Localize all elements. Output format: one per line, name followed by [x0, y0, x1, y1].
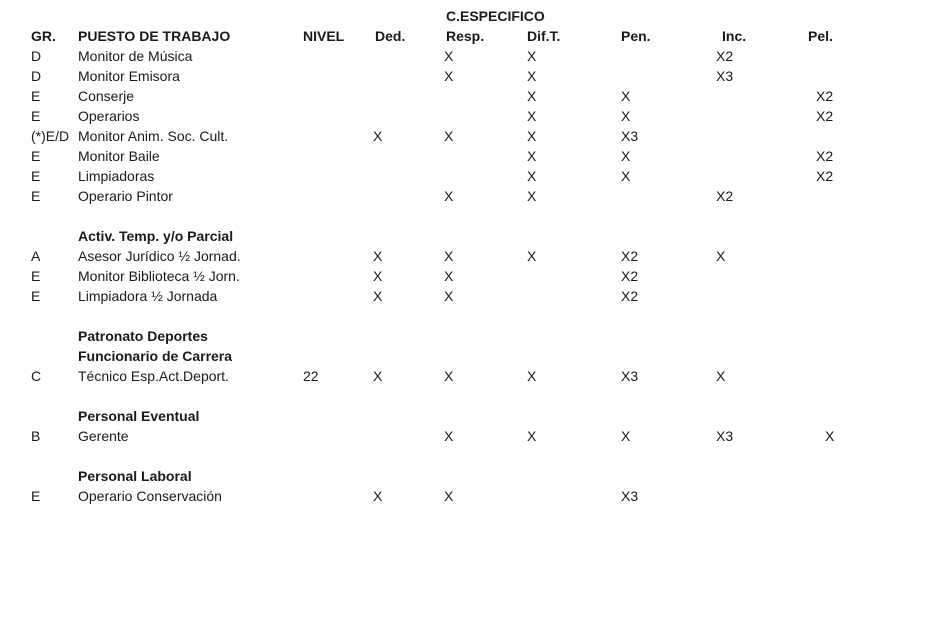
cell-puesto: Técnico Esp.Act.Deport. [78, 368, 229, 384]
cell-dift: X [527, 368, 537, 384]
cell-gr: E [31, 488, 41, 504]
cell-pen: X [621, 88, 631, 104]
cell-ded: X [373, 248, 383, 264]
cell-resp: X [444, 288, 454, 304]
cell-puesto: Asesor Jurídico ½ Jornad. [78, 248, 241, 264]
section-heading-label: Personal Laboral [78, 468, 192, 484]
cell-gr: C [31, 368, 42, 384]
cell-pen: X [621, 428, 631, 444]
cell-inc: X3 [716, 428, 734, 444]
cell-pel: X2 [816, 168, 834, 184]
super-header: C.ESPECIFICO [446, 8, 545, 24]
cell-resp: X [444, 248, 454, 264]
header-resp: Resp. [446, 28, 485, 44]
header-dift: Dif.T. [527, 28, 561, 44]
cell-resp: X [444, 488, 454, 504]
cell-pel: X2 [816, 148, 834, 164]
cell-gr: A [31, 248, 41, 264]
section-heading-label: Patronato Deportes [78, 328, 208, 344]
cell-ded: X [373, 368, 383, 384]
section-heading-label: Funcionario de Carrera [78, 348, 233, 364]
cell-inc: X2 [716, 48, 734, 64]
section-heading-label: Personal Eventual [78, 408, 200, 424]
cell-puesto: Monitor de Música [78, 48, 193, 64]
section-heading-label: Activ. Temp. y/o Parcial [78, 228, 234, 244]
cell-dift: X [527, 428, 537, 444]
cell-resp: X [444, 48, 454, 64]
cell-dift: X [527, 148, 537, 164]
cell-dift: X [527, 108, 537, 124]
cell-puesto: Limpiadora ½ Jornada [78, 288, 218, 304]
cell-gr: E [31, 88, 41, 104]
cell-ded: X [373, 488, 383, 504]
cell-resp: X [444, 188, 454, 204]
cell-gr: E [31, 168, 41, 184]
cell-puesto: Limpiadoras [78, 168, 155, 184]
cell-puesto: Monitor Biblioteca ½ Jorn. [78, 268, 240, 284]
cell-resp: X [444, 368, 454, 384]
cell-resp: X [444, 68, 454, 84]
cell-inc: X3 [716, 68, 734, 84]
header-gr: GR. [31, 28, 56, 44]
cell-inc: X2 [716, 188, 734, 204]
cell-pel: X [825, 428, 835, 444]
cell-puesto: Monitor Anim. Soc. Cult. [78, 128, 229, 144]
header-nivel: NIVEL [303, 28, 345, 44]
cell-gr: E [31, 268, 41, 284]
cell-ded: X [373, 128, 383, 144]
cell-puesto: Gerente [78, 428, 129, 444]
cell-ded: X [373, 268, 383, 284]
cell-nivel: 22 [303, 368, 319, 384]
cell-puesto: Monitor Baile [78, 148, 160, 164]
cell-pen: X2 [621, 248, 639, 264]
cell-pen: X2 [621, 268, 639, 284]
cell-puesto: Monitor Emisora [78, 68, 180, 84]
cell-pen: X3 [621, 488, 639, 504]
cell-pen: X [621, 108, 631, 124]
cell-puesto: Operarios [78, 108, 140, 124]
cell-dift: X [527, 68, 537, 84]
cell-dift: X [527, 168, 537, 184]
header-puesto: PUESTO DE TRABAJO [78, 28, 231, 44]
cell-dift: X [527, 48, 537, 64]
cell-pel: X2 [816, 108, 834, 124]
header-inc: Inc. [722, 28, 747, 44]
cell-dift: X [527, 128, 537, 144]
cell-dift: X [527, 88, 537, 104]
cell-gr: E [31, 108, 41, 124]
cell-pel: X2 [816, 88, 834, 104]
header-pen: Pen. [621, 28, 651, 44]
header-ded: Ded. [375, 28, 406, 44]
cell-pen: X2 [621, 288, 639, 304]
cell-resp: X [444, 268, 454, 284]
cell-puesto: Operario Pintor [78, 188, 173, 204]
cell-pen: X3 [621, 368, 639, 384]
cell-gr: B [31, 428, 41, 444]
cell-gr: E [31, 288, 41, 304]
cell-gr: D [31, 68, 42, 84]
cell-pen: X3 [621, 128, 639, 144]
cell-resp: X [444, 428, 454, 444]
cell-gr: (*)E/D [31, 128, 70, 144]
cell-ded: X [373, 288, 383, 304]
cell-gr: E [31, 148, 41, 164]
cell-dift: X [527, 248, 537, 264]
cell-puesto: Conserje [78, 88, 135, 104]
cell-gr: D [31, 48, 42, 64]
cell-pen: X [621, 148, 631, 164]
cell-pen: X [621, 168, 631, 184]
cell-dift: X [527, 188, 537, 204]
cell-inc: X [716, 248, 726, 264]
cell-gr: E [31, 188, 41, 204]
cell-inc: X [716, 368, 726, 384]
header-pel: Pel. [808, 28, 833, 44]
cell-resp: X [444, 128, 454, 144]
cell-puesto: Operario Conservación [78, 488, 222, 504]
